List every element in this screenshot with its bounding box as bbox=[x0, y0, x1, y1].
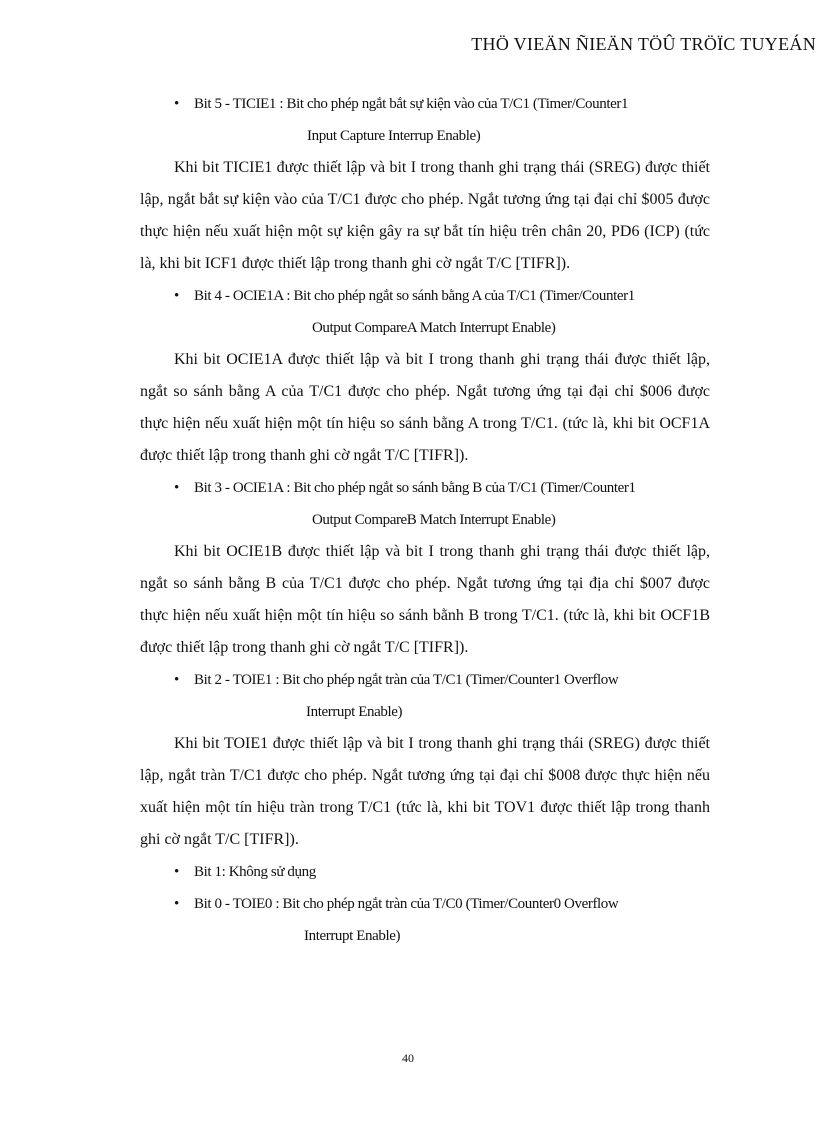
paragraph-ocie1a: Khi bit OCIE1A được thiết lập và bit I trong thanh ghi trạng thái được thiết lập, ngắt so sánh bằng A của T/C1 được cho phép. Ngắt tương ứng tại đại chỉ $006 được thực hiện nếu xuất hiện một tín hiệu so sánh bằng A trong T/C1. (tức là, khi bit OCF1A được thiết lập trong thanh ghi cờ ngắt T/C [TIFR]). bbox=[140, 351, 710, 464]
bullet-dot: • bbox=[174, 896, 179, 912]
paragraph-ticie1: Khi bit TICIE1 được thiết lập và bit I trong thanh ghi trạng thái (SREG) được thiết lập, ngắt bắt sự kiện vào của T/C1 được cho phép. Ngắt tương ứng tại đại chỉ $005 được thực hiện nếu xuất hiện một sự kiện gây ra sự bắt tín hiệu trên chân 20, PD6 (ICP) (tức là, khi bit ICF1 được thiết lập trong thanh ghi cờ ngắt T/C [TIFR]). bbox=[140, 159, 710, 272]
bullet-dot: • bbox=[174, 288, 179, 304]
bullet-bit3-line2: Output CompareB Match Interrupt Enable) bbox=[312, 512, 556, 528]
bullet-bit0-line2: Interrupt Enable) bbox=[304, 928, 401, 944]
bullet-dot: • bbox=[174, 96, 179, 112]
bullet-bit3-line1: Bit 3 - OCIE1A : Bit cho phép ngắt so sánh bằng B của T/C1 (Timer/Counter1 bbox=[194, 480, 636, 496]
bullet-bit5-line2: Input Capture Interrup Enable) bbox=[307, 128, 481, 144]
bullet-bit2-line1: Bit 2 - TOIE1 : Bit cho phép ngắt tràn của T/C1 (Timer/Counter1 Overflow bbox=[194, 672, 619, 688]
bullet-bit3 bbox=[140, 472, 710, 536]
document-body bbox=[140, 88, 710, 952]
bullet-bit5 bbox=[140, 88, 710, 152]
paragraph-toie1: Khi bit TOIE1 được thiết lập và bit I trong thanh ghi trạng thái (SREG) được thiết lập, ngắt tràn T/C1 được cho phép. Ngắt tương ứng tại đại chỉ $008 được thực hiện nếu xuất hiện một tín hiệu tràn trong T/C1 (tức là, khi bit TOV1 được thiết lập trong thanh ghi cờ ngắt T/C [TIFR]). bbox=[140, 735, 710, 848]
bullet-bit4-line2: Output CompareA Match Interrupt Enable) bbox=[312, 320, 556, 336]
page-header: THÖ VIEÄN ÑIEÄN TÖÛ TRÖÏC TUYEÁN bbox=[471, 34, 816, 54]
bullet-bit5-line1: Bit 5 - TICIE1 : Bit cho phép ngắt bắt sự kiện vào của T/C1 (Timer/Counter1 bbox=[194, 96, 629, 112]
bullet-bit0-line1: Bit 0 - TOIE0 : Bit cho phép ngắt tràn của T/C0 (Timer/Counter0 Overflow bbox=[194, 896, 619, 912]
bullet-dot: • bbox=[174, 480, 179, 496]
bullet-bit2 bbox=[140, 664, 710, 728]
page-number: 40 bbox=[402, 1051, 414, 1065]
bullet-bit0 bbox=[140, 888, 710, 952]
bullet-bit1 bbox=[140, 856, 710, 888]
bullet-bit4-line1: Bit 4 - OCIE1A : Bit cho phép ngắt so sánh bằng A của T/C1 (Timer/Counter1 bbox=[194, 288, 635, 304]
bullet-bit2-line2: Interrupt Enable) bbox=[306, 704, 403, 720]
bullet-dot: • bbox=[174, 672, 179, 688]
bullet-dot: • bbox=[174, 864, 179, 880]
bullet-bit4 bbox=[140, 280, 710, 344]
bullet-bit1-line1: Bit 1: Không sử dụng bbox=[194, 864, 316, 880]
paragraph-ocie1b: Khi bit OCIE1B được thiết lập và bit I trong thanh ghi trạng thái được thiết lập, ngắt so sánh bằng B của T/C1 được cho phép. Ngắt tương ứng tại địa chỉ $007 được thực hiện nếu xuất hiện một tín hiệu so sánh bằnh B trong T/C1. (tức là, khi bit OCF1B được thiết lập trong thanh ghi cờ ngắt T/C [TIFR]). bbox=[140, 543, 710, 656]
